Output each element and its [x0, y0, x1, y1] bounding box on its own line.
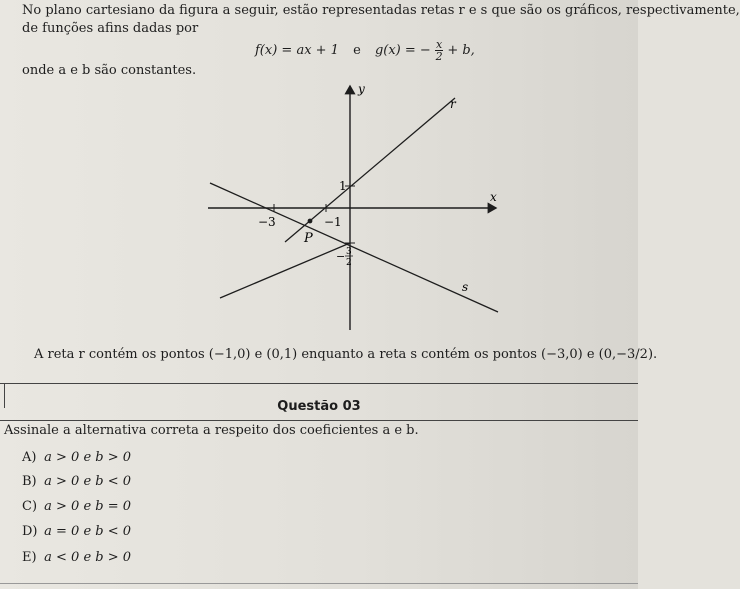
g-fraction: [435, 39, 443, 62]
line-s: [210, 183, 498, 312]
option-text: a = 0 e b < 0: [44, 524, 132, 539]
f-definition: f(x) = ax + 1: [255, 43, 339, 58]
option-letter: A): [22, 450, 37, 465]
question-title: Questão 03: [277, 399, 361, 414]
question-box-bottom-border: [0, 420, 638, 421]
points-note: A reta r contém os pontos (−1,0) e (0,1) enquanto a reta s contém os pontos (−3,0) e (0,−3/2).: [34, 347, 658, 362]
option-c[interactable]: [22, 499, 131, 514]
tick-label-frac-num: 3: [346, 247, 352, 257]
x-axis-label: x: [490, 190, 497, 204]
tick-label-1: 1: [339, 179, 347, 193]
function-definitions: [255, 39, 475, 62]
intro-line-1: No plano cartesiano da figura a seguir, estão representadas retas r e s que são os gráficos, respectivamente,: [22, 3, 740, 18]
option-a[interactable]: [22, 450, 131, 465]
point-p: [308, 219, 313, 224]
option-letter: B): [22, 474, 37, 489]
constants-line: onde a e b são constantes.: [22, 63, 197, 78]
conjunction: e: [353, 43, 361, 58]
bottom-divider: [0, 583, 638, 584]
option-text: a < 0 e b > 0: [44, 550, 132, 565]
tick-label-frac-den: 2: [346, 258, 352, 268]
intro-line-2: de funções afins dadas por: [22, 21, 199, 36]
option-letter: D): [22, 524, 38, 539]
tick-label-frac-sign: −: [336, 250, 346, 263]
option-text: a > 0 e b > 0: [44, 450, 132, 465]
option-letter: C): [22, 499, 38, 514]
point-p-label: P: [304, 231, 313, 246]
y-axis-label: y: [358, 82, 365, 96]
option-b[interactable]: [22, 474, 131, 489]
cartesian-graph: [200, 80, 510, 338]
question-box-top-border: [0, 383, 638, 384]
g-definition-rhs: + b,: [447, 43, 475, 58]
option-text: a > 0 e b = 0: [44, 499, 132, 514]
g-definition-lhs: g(x) = −: [374, 43, 431, 58]
tick-label-m3: −3: [258, 215, 276, 229]
line-r-label: r: [450, 97, 456, 111]
line-s-label: s: [462, 280, 469, 294]
tick-label-m1: −1: [324, 215, 342, 229]
line-lower: [220, 243, 350, 298]
option-e[interactable]: [22, 550, 131, 565]
option-text: a > 0 e b < 0: [44, 474, 132, 489]
g-fraction-denominator: 2: [435, 50, 443, 63]
question-instruction: Assinale a alternativa correta a respeito dos coeficientes a e b.: [4, 423, 419, 438]
option-d[interactable]: [22, 524, 131, 539]
g-fraction-numerator: x: [435, 38, 443, 51]
option-letter: E): [22, 550, 37, 565]
